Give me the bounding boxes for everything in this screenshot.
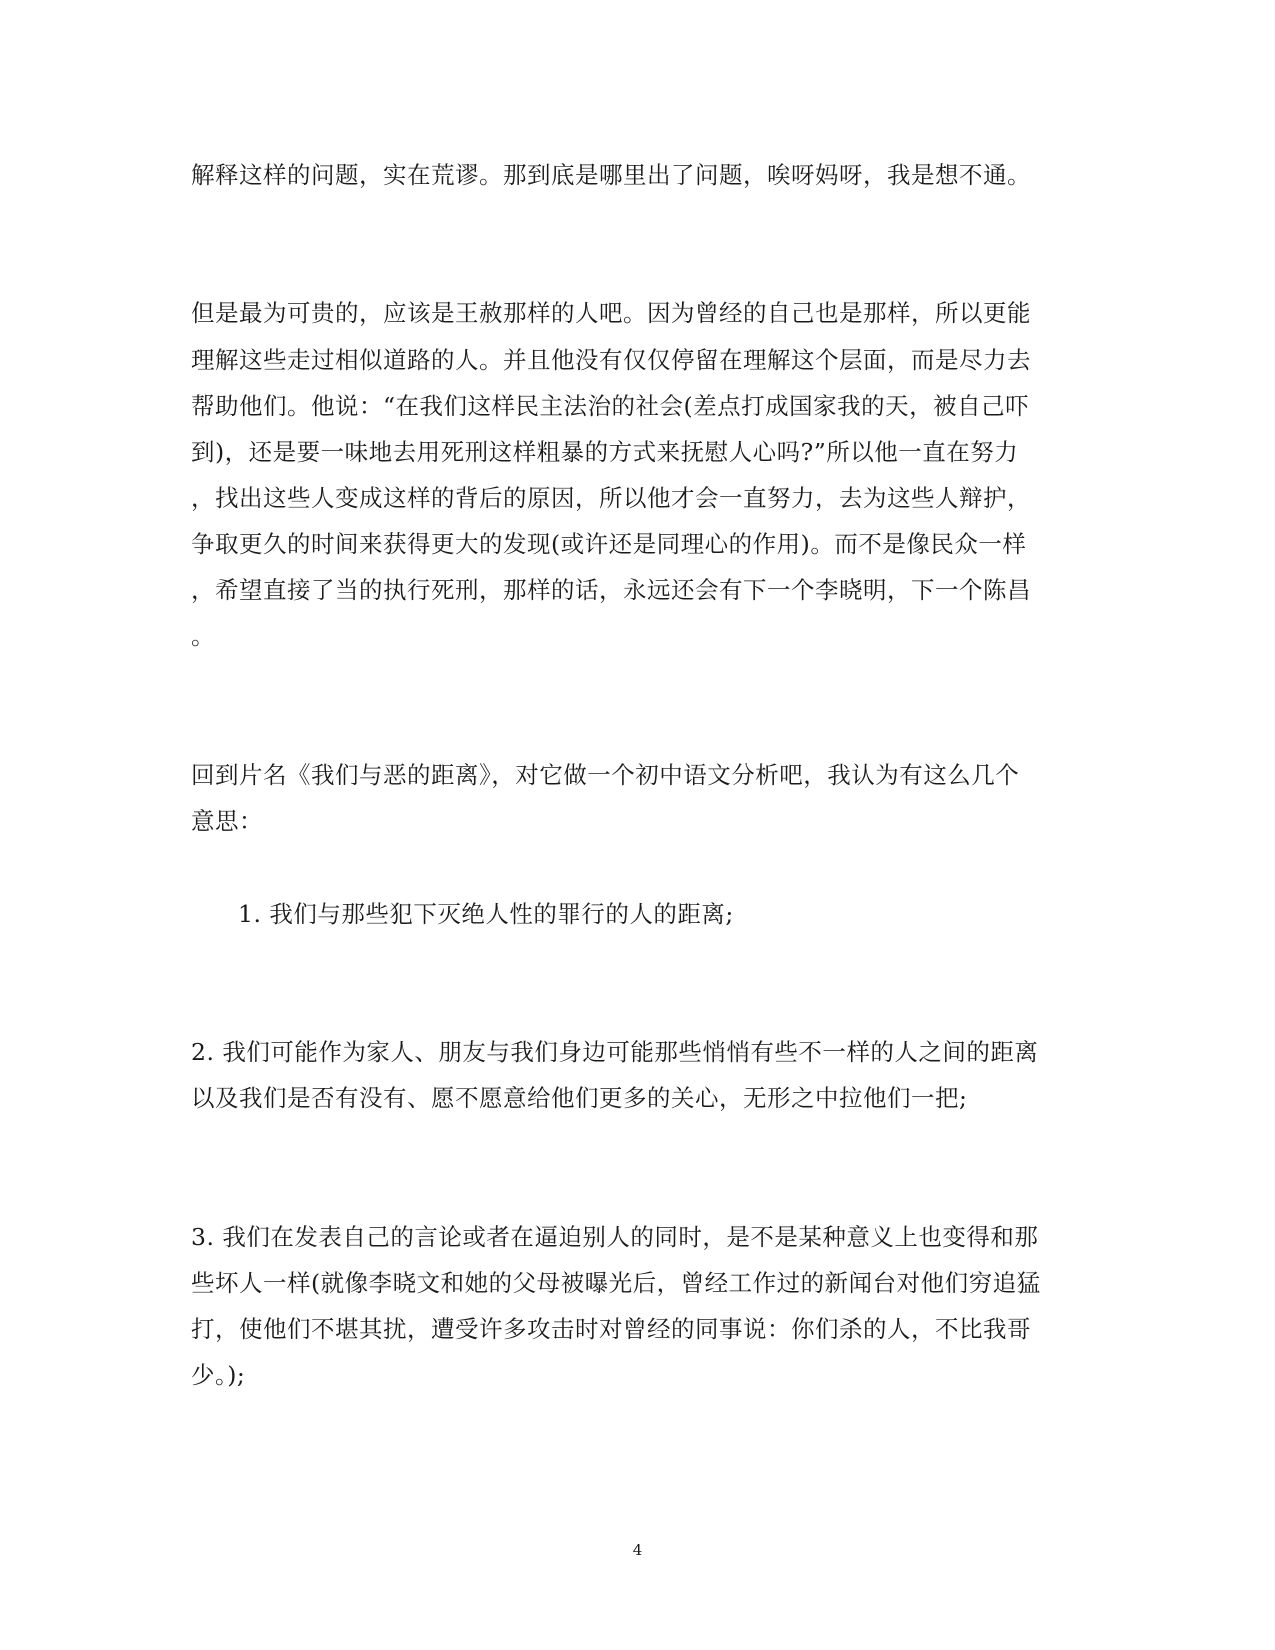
page-number: 4 xyxy=(632,1541,643,1559)
paragraph-2-line-2: 理解这些走过相似道路的人。并且他没有仅仅停留在理解这个层面，而是尽力去 xyxy=(191,346,1031,374)
list-item-3-line-1: 3. 我们在发表自己的言论或者在逼迫别人的同时，是不是某种意义上也变得和那 xyxy=(191,1223,1039,1251)
list-item-3-line-4: 少。); xyxy=(191,1361,246,1389)
list-item-2-line-1: 2. 我们可能作为家人、朋友与我们身边可能那些悄悄有些不一样的人之间的距离 xyxy=(191,1038,1039,1066)
paragraph-3-line-1: 回到片名《我们与恶的距离》，对它做一个初中语文分析吧，我认为有这么几个 xyxy=(191,761,1020,789)
list-item-2-line-2: 以及我们是否有没有、愿不愿意给他们更多的关心，无形之中拉他们一把; xyxy=(191,1084,968,1112)
paragraph-2-line-3: 帮助他们。他说：“在我们这样民主法治的社会(差点打成国家我的天，被自己吓 xyxy=(191,392,1030,420)
list-item-3-line-3: 打，使他们不堪其扰，遭受许多攻击时对曾经的同事说：你们杀的人，不比我哥 xyxy=(191,1315,1031,1343)
paragraph-2-line-1: 但是最为可贵的，应该是王赦那样的人吧。因为曾经的自己也是那样，所以更能 xyxy=(191,299,1031,327)
paragraph-2-line-4: 到)，还是要一味地去用死刑这样粗暴的方式来抚慰人心吗?”所以他一直在努力 xyxy=(191,438,1019,466)
list-item-1: 1. 我们与那些犯下灭绝人性的罪行的人的距离; xyxy=(238,900,734,928)
paragraph-1-line-1: 解释这样的问题，实在荒谬。那到底是哪里出了问题，唉呀妈呀，我是想不通。 xyxy=(191,161,1031,189)
paragraph-2-line-7: ，希望直接了当的执行死刑，那样的话，永远还会有下一个李晓明，下一个陈昌 xyxy=(191,576,1031,604)
paragraph-3-line-2: 意思： xyxy=(191,807,263,835)
paragraph-2-line-6: 争取更久的时间来获得更大的发现(或许还是同理心的作用)。而不是像民众一样 xyxy=(191,530,1027,558)
paragraph-2-line-8: 。 xyxy=(191,622,215,650)
paragraph-2-line-5: ，找出这些人变成这样的背后的原因，所以他才会一直努力，去为这些人辩护， xyxy=(191,484,1031,512)
list-item-3-line-2: 些坏人一样(就像李晓文和她的父母被曝光后，曾经工作过的新闻台对他们穷追猛 xyxy=(191,1269,1041,1297)
